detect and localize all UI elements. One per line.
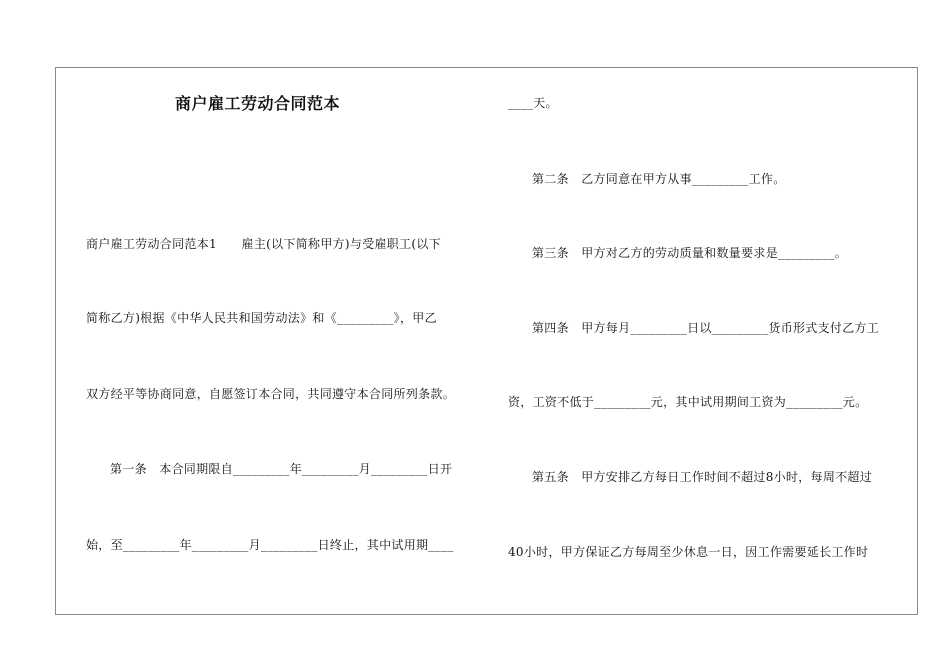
document-page-frame — [55, 67, 918, 615]
right-article-3: 第三条 甲方对乙方的劳动质量和数量要求是_________。 — [532, 246, 848, 260]
right-continuation-line: ____天。 — [508, 96, 558, 110]
right-article-2: 第二条 乙方同意在甲方从事_________工作。 — [532, 172, 786, 186]
right-article-5-line-1: 第五条 甲方安排乙方每日工作时间不超过8小时，每周不超过 — [532, 470, 873, 484]
left-article-1-line-2: 始，至_________年_________月_________日终止，其中试用期____ — [86, 538, 454, 552]
left-paragraph-line-2: 简称乙方)根据《中华人民共和国劳动法》和《_________》，甲乙 — [86, 311, 437, 325]
right-article-4-line-1: 第四条 甲方每月_________日以_________货币形式支付乙方工 — [532, 321, 880, 335]
left-paragraph-line-1: 商户雇工劳动合同范本1 雇主(以下简称甲方)与受雇职工(以下 — [86, 237, 441, 251]
left-paragraph-line-3: 双方经平等协商同意，自愿签订本合同，共同遵守本合同所列条款。 — [86, 387, 456, 401]
right-article-4-line-2: 资，工资不低于_________元，其中试用期间工资为_________元。 — [508, 395, 868, 409]
right-article-5-line-2: 40小时，甲方保证乙方每周至少休息一日，因工作需要延长工作时 — [508, 545, 869, 559]
document-title: 商户雇工劳动合同范本 — [175, 94, 341, 113]
left-article-1-line-1: 第一条 本合同期限自_________年_________月_________日开 — [110, 462, 453, 476]
